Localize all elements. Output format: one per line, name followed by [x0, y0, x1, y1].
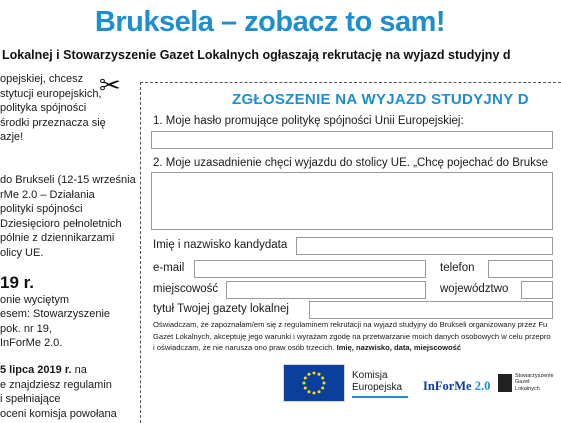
question-2-label: 2. Moje uzasadnienie chęci wyjazdu do stolicy UE. „Chcę pojechać do Brukse: [153, 157, 549, 169]
informe-logo: [423, 379, 490, 394]
city-input[interactable]: [226, 281, 426, 299]
sgl-text-line: Gazet: [515, 379, 530, 386]
form-title: ZGŁOSZENIE NA WYJAZD STUDYJNY D: [232, 91, 529, 108]
text-line: środki przeznacza się: [0, 116, 106, 129]
text-line: pólnie z dziennikarzami: [0, 232, 115, 245]
email-input[interactable]: [194, 260, 426, 278]
declaration-line: Oświadczam, że zapoznałam/em się z regulaminem rekrutacji na wyjazd studyjny do Brukseli organizowany przez Fu: [153, 320, 548, 329]
text-line: olicy UE.: [0, 246, 44, 259]
province-input[interactable]: [521, 281, 553, 299]
eu-text-line: Europejska: [352, 382, 403, 393]
newspaper-input[interactable]: [309, 301, 553, 319]
name-label: Imię i nazwisko kandydata: [153, 239, 288, 251]
text-line: esem: Stowarzyszenie: [0, 308, 111, 321]
eu-flag-icon: [283, 364, 345, 402]
text-line: stytucji europejskich,: [0, 87, 102, 100]
phone-input[interactable]: [488, 260, 553, 278]
justification-textarea[interactable]: [151, 172, 553, 230]
newspaper-label: tytuł Twojej gazety lokalnej: [153, 303, 289, 315]
text-line: Dziesięcioro pełnoletnich: [0, 217, 122, 230]
declaration-fragment: i oświadczam, że nie narusza ono praw osób trzecich.: [153, 343, 337, 352]
question-1-label: 1. Moje hasło promujące politykę spójności Unii Europejskiej:: [153, 115, 464, 127]
page-title: Bruksela – zobacz to sam!: [94, 6, 446, 38]
sgl-logo-icon: [498, 374, 512, 392]
scissors-icon: ✂: [99, 70, 121, 100]
text-fragment: na: [71, 363, 87, 376]
eu-stars-icon: [284, 365, 344, 401]
text-line: opejskiej, chcesz: [0, 73, 84, 85]
province-label: województwo: [440, 283, 509, 295]
informe-text: InForMe: [423, 379, 472, 393]
text-line: e znajdziesz regulamin: [0, 378, 112, 391]
declaration-text: [153, 319, 551, 354]
left-column: [0, 72, 134, 421]
declaration-line: [153, 342, 551, 354]
deadline-date: 5 lipca 2019 r.: [0, 363, 72, 376]
signature-instruction: Imię, nazwisko, data, miejscowość: [336, 343, 462, 352]
city-label: miejscowość: [153, 283, 219, 295]
text-line: [0, 363, 134, 378]
text-line: polityki spójności: [0, 203, 83, 216]
text-line: do Brukseli (12-15 września: [0, 173, 136, 186]
informe-version: 2.0: [474, 379, 491, 393]
slogan-input[interactable]: [151, 131, 553, 149]
page-subtitle: Lokalnej i Stowarzyszenie Gazet Lokalnych ogłaszają rekrutację na wyjazd studyjny d: [2, 48, 511, 62]
declaration-line: Gazet Lokalnych, akceptuję jego warunki i wyrażam zgodę na przetwarzanie moich danych osobowych w celu przepro: [153, 331, 551, 341]
eu-underline: [352, 396, 408, 398]
text-line: rMe 2.0 – Działania: [0, 188, 95, 201]
eu-text-line: Komisja: [352, 370, 388, 381]
sgl-logo-text: [515, 373, 554, 392]
text-line: pok. nr 19,: [0, 322, 52, 335]
text-line: polityka spójności: [0, 102, 87, 115]
phone-label: telefon: [440, 262, 475, 274]
sgl-text-line: Stowarzyszenie: [515, 373, 554, 379]
text-line: azje!: [0, 131, 24, 144]
sgl-text-line: Lokalnych: [515, 385, 540, 392]
deadline-year: 19 r.: [0, 272, 35, 292]
text-line: i spełniające: [0, 393, 61, 406]
name-input[interactable]: [296, 237, 553, 255]
european-commission-logo: [352, 370, 402, 394]
text-line: oceni komisja powołana: [0, 407, 117, 420]
text-line: InForMe 2.0.: [0, 337, 63, 350]
email-label: e-mail: [153, 262, 185, 274]
text-line: onie wyciętym: [0, 293, 70, 306]
